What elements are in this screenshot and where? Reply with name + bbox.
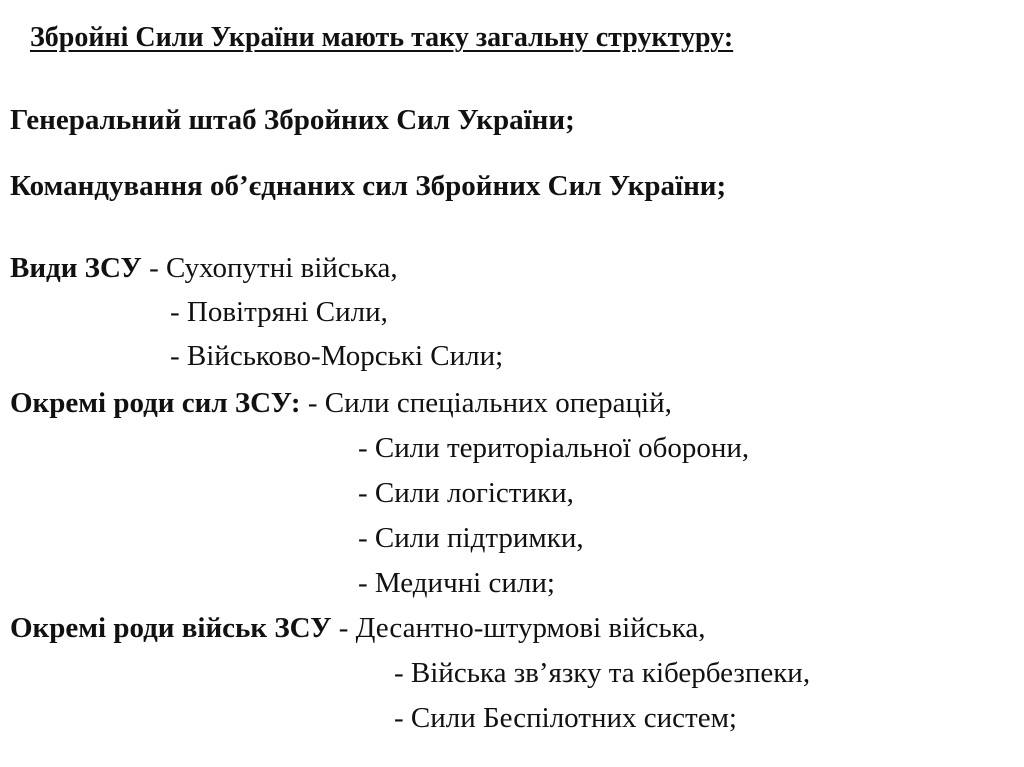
separate-forces-item: - Сили територіальної оборони, xyxy=(358,432,750,464)
separate-forces-item: - Сили підтримки, xyxy=(358,522,584,554)
branches-item: - Військово-Морські Сили; xyxy=(170,340,504,372)
separate-forces-item: - Медичні сили; xyxy=(358,567,555,599)
separate-troops-item: - Війська зв’язку та кібербезпеки, xyxy=(394,657,811,689)
separate-troops-label: Окремі роди військ ЗСУ xyxy=(10,612,332,644)
separate-forces-first-line xyxy=(10,389,672,418)
joint-forces-command-line: Командування об’єднаних сил Збройних Сил України; xyxy=(10,170,727,202)
separate-troops-item: - Десантно-штурмові війська, xyxy=(331,612,706,644)
slide-heading: Збройні Сили України мають таку загальну структуру: xyxy=(30,22,734,53)
separate-troops-first-line xyxy=(10,614,706,643)
branches-item: - Сухопутні війська, xyxy=(141,252,398,284)
separate-forces-label: Окремі роди сил ЗСУ: xyxy=(10,387,301,419)
branches-first-line xyxy=(10,254,398,283)
separate-troops-item: - Сили Беспілотних систем; xyxy=(394,702,737,734)
separate-forces-item: - Сили спеціальних операцій, xyxy=(300,387,672,419)
separate-forces-item: - Сили логістики, xyxy=(358,477,574,509)
branches-item: - Повітряні Сили, xyxy=(170,296,388,328)
general-staff-line: Генеральний штаб Збройних Сил України; xyxy=(10,104,575,136)
branches-label: Види ЗСУ xyxy=(10,252,142,284)
